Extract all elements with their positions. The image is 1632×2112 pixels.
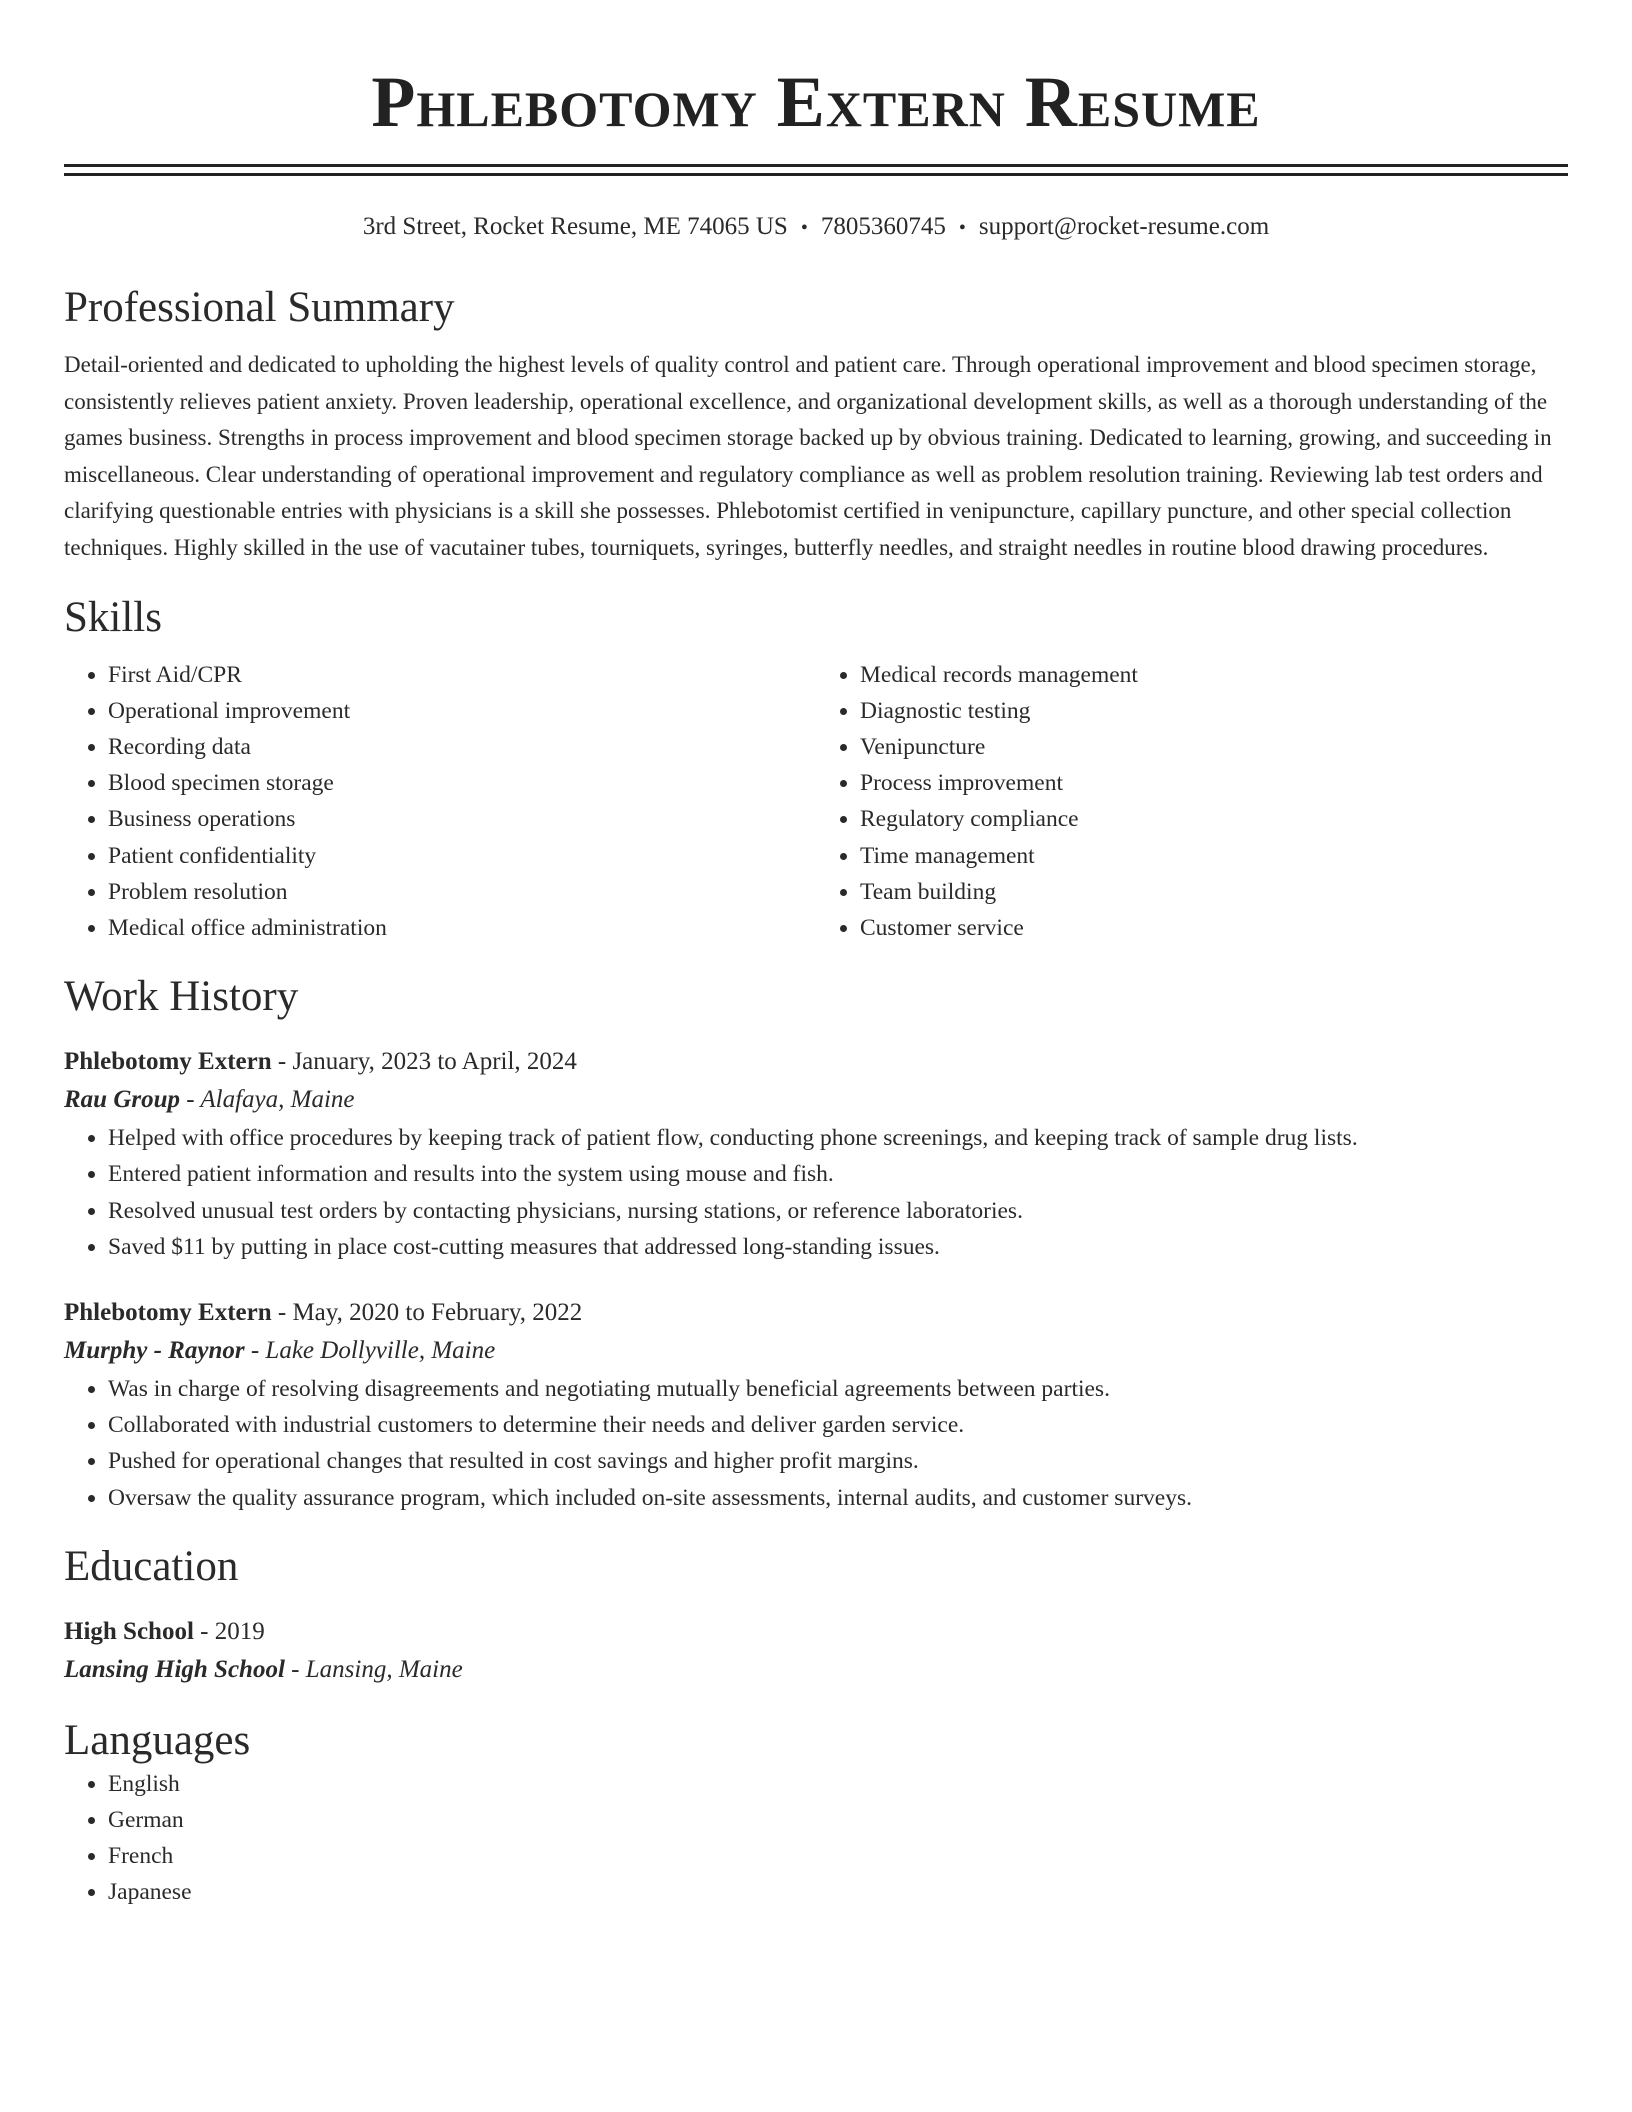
education-entry [64,1614,1568,1690]
job-employer: Murphy - Raynor - Lake Dollyville, Maine [64,1337,496,1364]
job-duty: • Entered patient information and results into the system using mouse and fish. [108,1156,1568,1192]
skills-column-right [816,657,1568,947]
education-header: High School - 2019 [64,1617,265,1645]
job-duty: • Saved $11 by putting in place cost-cutting measures that addressed long-standing issues. [108,1229,1568,1265]
skill-item: • Process improvement [860,765,1568,801]
skill-item: • Diagnostic testing [860,693,1568,729]
skill-item: • Medical office administration [108,910,816,946]
contact-line [64,212,1568,243]
languages-heading: Languages [64,1716,251,1764]
summary-text: Detail-oriented and dedicated to upholding the highest levels of quality control and patient care. Through operational improvement and blood specimen storage, consistently relieves patient anxiety. Proven leadership, operational excellence, and organizational development skills, as well as a thorough understanding of the games business. Strengths in process improvement and blood specimen storage backed up by obvious training. Dedicated to learning, growing, and succeeding in miscellaneous. Clear understanding of operational improvement and regulatory compliance as well as problem resolution training. Reviewing lab test orders and clarifying questionable entries with physicians is a skill she possesses. Phlebotomist certified in venipuncture, capillary puncture, and other special collection techniques. Highly skilled in the use of vacutainer tubes, tourniquets, syringes, butterfly needles, and straight needles in routine blood drawing procedures. [64,352,1552,560]
job-company: Murphy - Raynor [64,1337,245,1364]
job-duty: • Resolved unusual test orders by contacting physicians, nursing stations, or reference laboratories. [108,1193,1568,1229]
education-location: Lansing, Maine [305,1655,463,1683]
skill-item: • Medical records management [860,657,1568,693]
job-header: Phlebotomy Extern - May, 2020 to February, 2022 [64,1299,583,1326]
skills-columns [64,657,1568,947]
language-item: • French [108,1838,1568,1874]
job-title: Phlebotomy Extern [64,1299,272,1326]
job-location: Lake Dollyville, Maine [265,1337,496,1364]
job-duties-list [64,1371,1568,1516]
skill-item: • Problem resolution [108,874,816,910]
job-duties-list [64,1120,1568,1265]
job-dates: January, 2023 to April, 2024 [292,1048,577,1076]
education-year: 2019 [214,1617,265,1645]
job-duty: • Pushed for operational changes that resulted in cost savings and higher profit margins. [108,1443,1568,1479]
job-duty: • Helped with office procedures by keeping track of patient flow, conducting phone screenings, and keeping track of sample drug lists. [108,1120,1568,1156]
job-entry [64,1295,1568,1516]
job-title: Phlebotomy Extern [64,1048,272,1076]
job-duty: • Was in charge of resolving disagreements and negotiating mutually beneficial agreements between parties. [108,1371,1568,1407]
title-divider-top [64,164,1568,167]
skill-item: • Business operations [108,801,816,837]
skills-section [64,593,1568,947]
skill-item: • Recording data [108,729,816,765]
contact-phone: 7805360745 [820,213,946,240]
education-school-line: Lansing High School - Lansing, Maine [64,1655,463,1683]
language-item: • English [108,1766,1568,1802]
job-header: Phlebotomy Extern - January, 2023 to April, 2024 [64,1048,577,1076]
contact-separator: • [800,217,808,239]
contact-email: support@rocket-resume.com [978,213,1270,240]
job-company: Rau Group [64,1086,181,1114]
contact-separator: • [958,217,966,239]
work-history-section [64,972,1568,1516]
education-section [64,1542,1568,1690]
skills-heading: Skills [64,593,162,641]
job-employer: Rau Group - Alafaya, Maine [64,1086,355,1114]
skill-item: • Time management [860,838,1568,874]
job-dates: May, 2020 to February, 2022 [292,1299,583,1326]
education-degree: High School [64,1617,194,1645]
skill-item: • Venipuncture [860,729,1568,765]
languages-list [64,1766,1568,1911]
language-item: • Japanese [108,1874,1568,1910]
language-item: • German [108,1802,1568,1838]
languages-section [64,1716,1568,1911]
title-divider-bottom [64,173,1568,176]
skill-item: • First Aid/CPR [108,657,816,693]
skills-column-left [64,657,816,947]
resume-title: Phlebotomy Extern Resume [371,62,1261,142]
skills-list-left [64,657,816,947]
skill-item: • Customer service [860,910,1568,946]
job-entry [64,1044,1568,1265]
skill-item: • Blood specimen storage [108,765,816,801]
summary-heading: Professional Summary [64,284,455,331]
job-duty: • Collaborated with industrial customers to determine their needs and deliver garden service. [108,1407,1568,1443]
skills-list-right [816,657,1568,947]
professional-summary-section [64,283,1568,567]
skill-item: • Regulatory compliance [860,801,1568,837]
job-duty: • Oversaw the quality assurance program, which included on-site assessments, internal audits, and customer surveys. [108,1480,1568,1516]
education-school: Lansing High School [64,1655,285,1683]
contact-address: 3rd Street, Rocket Resume, ME 74065 US [362,213,788,240]
education-heading: Education [64,1542,239,1590]
job-location: Alafaya, Maine [200,1086,355,1114]
work-history-heading: Work History [64,973,299,1021]
skill-item: • Operational improvement [108,693,816,729]
skill-item: • Patient confidentiality [108,838,816,874]
skill-item: • Team building [860,874,1568,910]
